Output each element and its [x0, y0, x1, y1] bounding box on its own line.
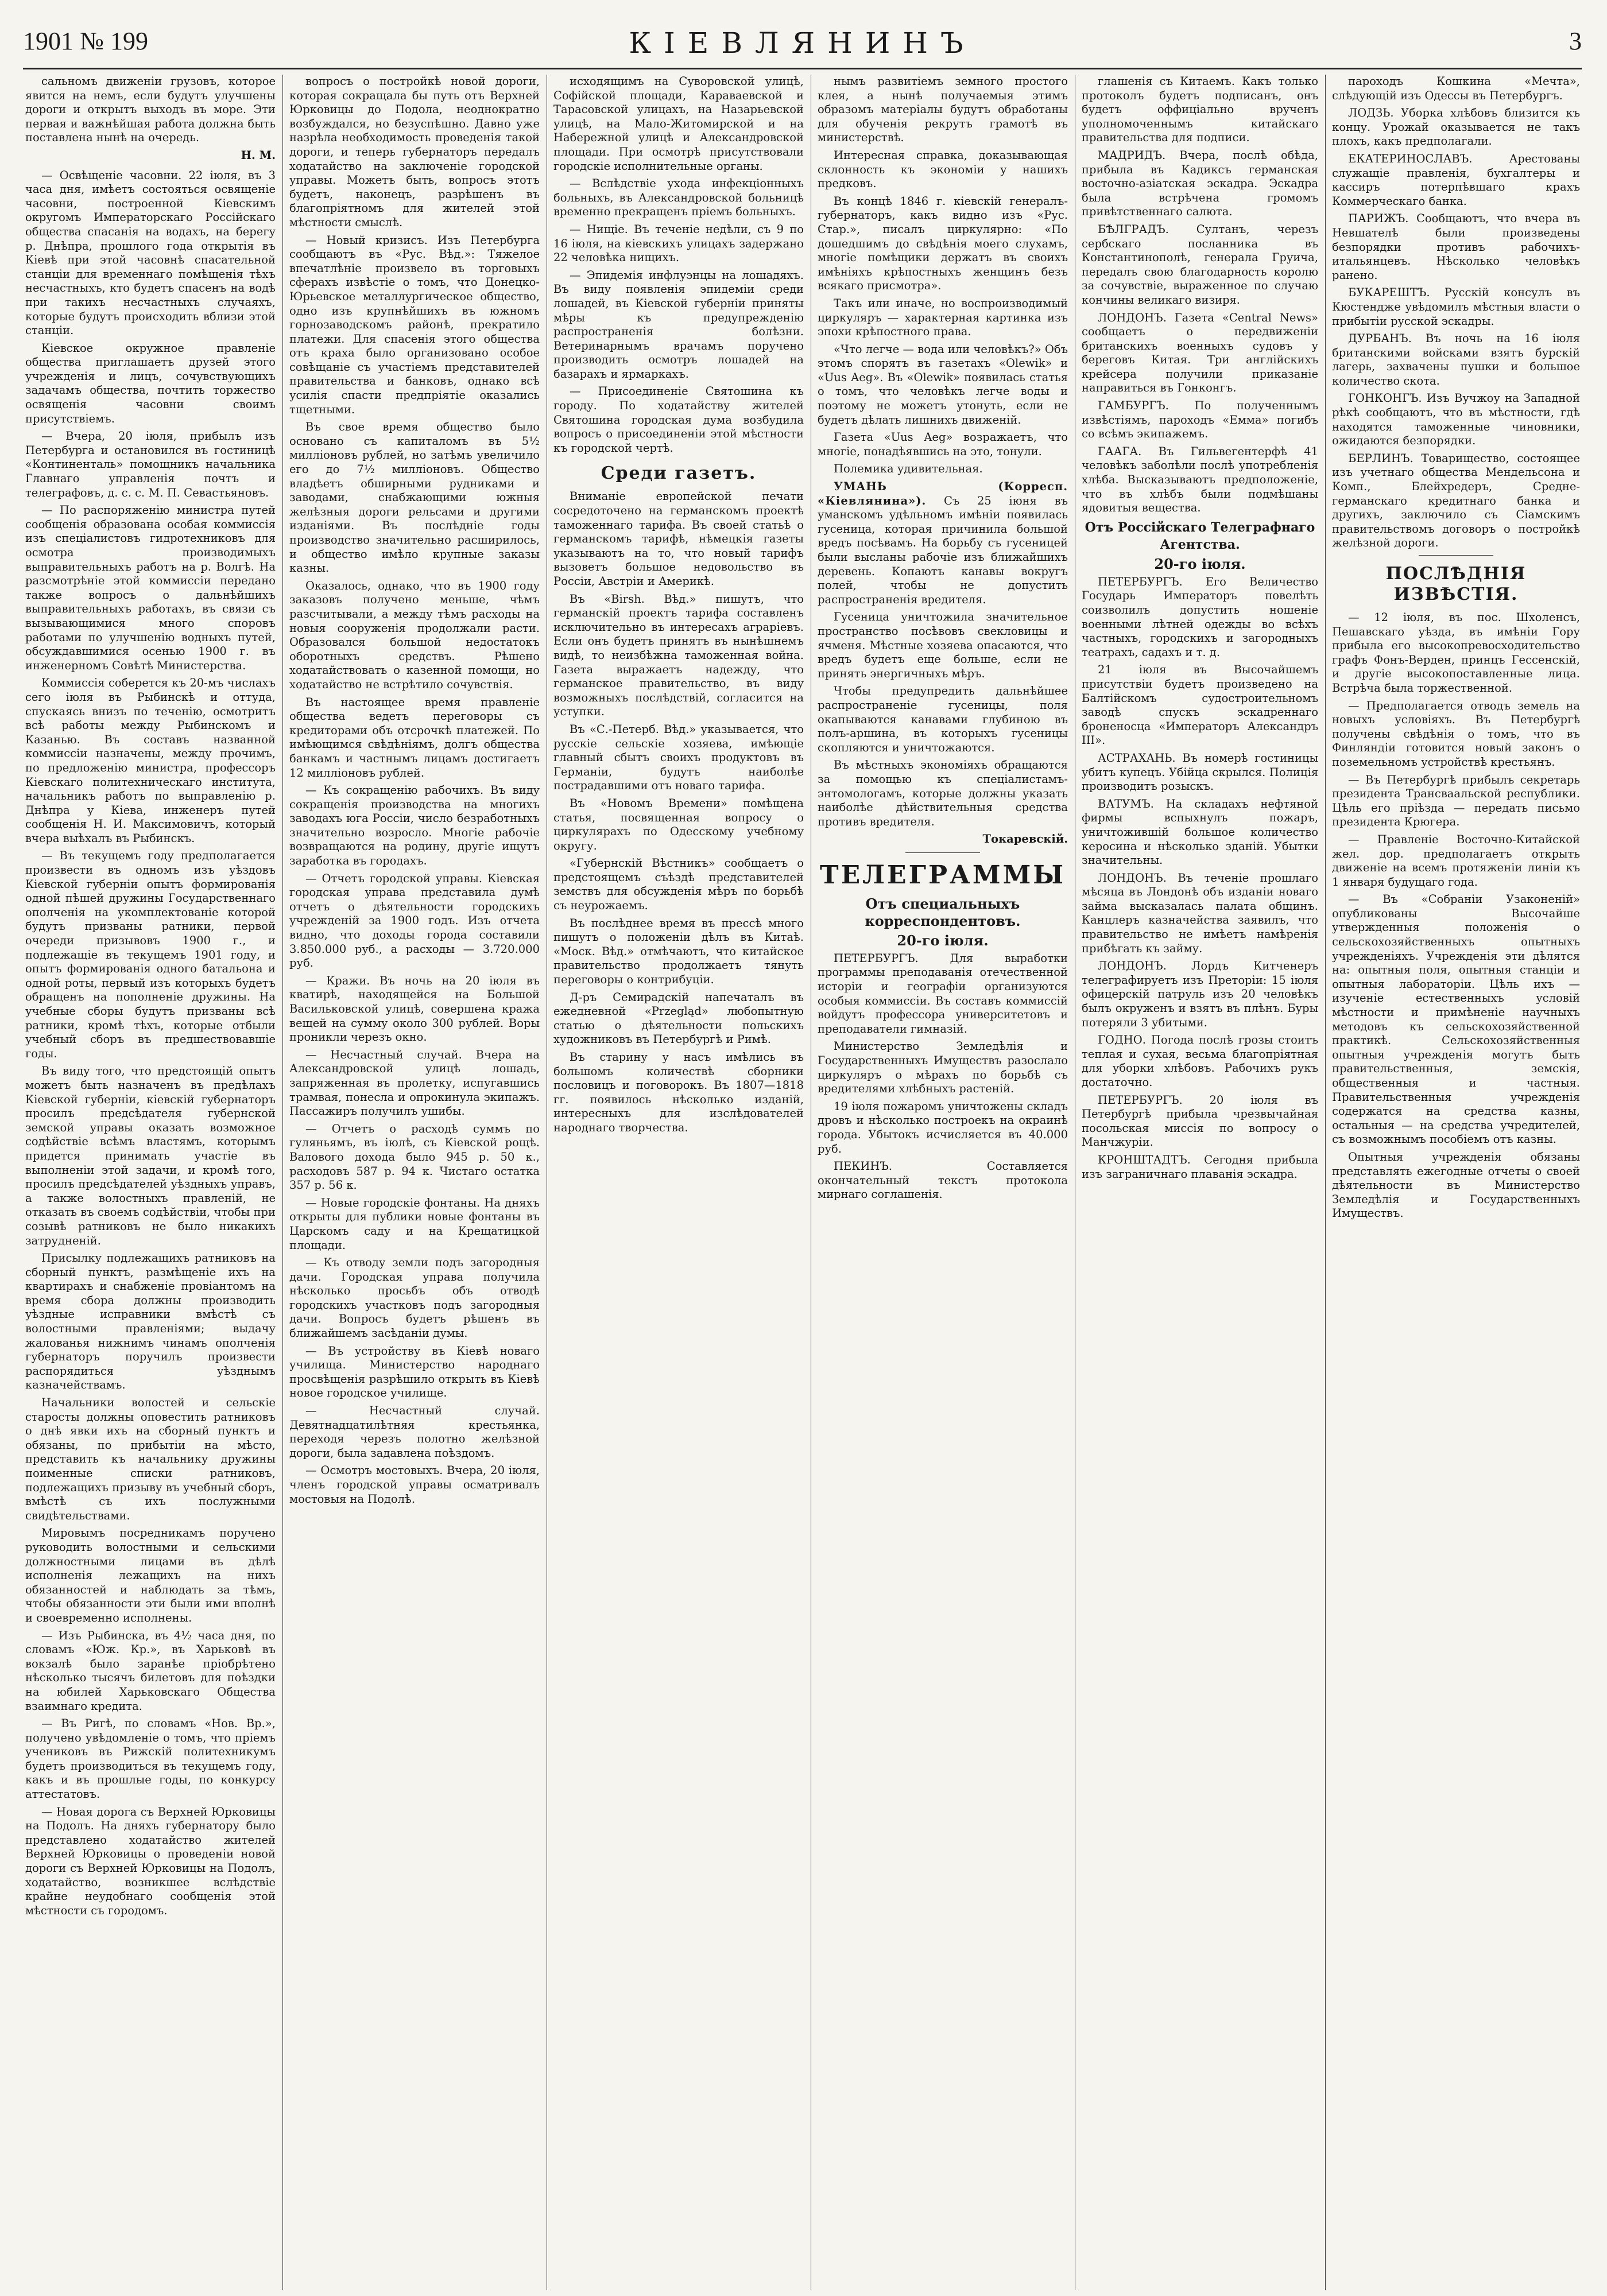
article-paragraph: ПЕКИНЪ. Составляется окончательный текстъ протокола мирнаго соглашенія. [818, 1159, 1068, 1201]
column-6 [1332, 75, 1580, 2290]
article-paragraph: 21 іюля въ Высочайшемъ присутствіи будетъ произведено на Балтійскомъ судостроительномъ заводѣ спускъ эскадреннаго броненосца «Императоръ Александръ III». [1082, 663, 1318, 747]
article-paragraph: — Къ отводу земли подъ загородныя дачи. Городская управа получила нѣсколько просьбъ объ отводѣ городскихъ участковъ подъ загородныя дачи. Вопросъ будетъ рѣшенъ въ ближайшемъ засѣданіи думы. [289, 1256, 540, 1340]
article-paragraph: 19 іюля пожаромъ уничтожены складъ дровъ и нѣсколько построекъ на окраинѣ города. Убытокъ исчисляется въ 40.000 руб. [818, 1099, 1068, 1155]
page-number: 3 [1569, 27, 1582, 55]
column-divider [1325, 75, 1326, 2290]
article-paragraph: Оказалось, однако, что въ 1900 году заказовъ получено меньше, чѣмъ разсчитывали, а между тѣмъ расходы на новыя сооруженія продолжали расти. Образовался большой недостатокъ оборотныхъ средствъ. Рѣшено ходатайствовать о казенной помощи, но ходатайство не встрѣтило сочувствія. [289, 579, 540, 691]
author-signature: Токаревскій. [982, 832, 1068, 846]
article-paragraph: ЛОНДОНЪ. Лордъ Китченеръ телеграфируетъ изъ Преторіи: 15 іюля офицерскій патруль изъ 20 человѣкъ былъ окруженъ и взятъ въ плѣнъ. Буры потеряли 3 убитыми. [1082, 959, 1318, 1029]
article-paragraph: Интересная справка, доказывающая склонность къ экономіи у нашихъ предковъ. [818, 148, 1068, 191]
article-paragraph: Опытныя учрежденія обязаны представлять ежегодные отчеты о своей дѣятельности въ Министерство Земледѣлія и Государственныхъ Имуществъ. [1332, 1150, 1580, 1220]
article-paragraph: — Несчастный случай. Девятнадцатилѣтняя крестьянка, переходя черезъ полотно желѣзной дороги, была задавлена поѣздомъ. [289, 1404, 540, 1460]
article-paragraph: — Въ устройству въ Кіевѣ новаго училища. Министерство народнаго просвѣщенія разрѣшило открыть въ Кіевѣ новое городское училище. [289, 1344, 540, 1400]
article-paragraph: сальномъ движеніи грузовъ, которое явится на немъ, если будутъ улучшены дороги и открытъ выходъ въ море. Эти первая и важнѣйшая работа должна быть поставлена нынѣ на очередь. [25, 75, 276, 145]
article-paragraph: — Кражи. Въ ночь на 20 іюля въ кватирѣ, находящейся на Большой Васильковской улицѣ, совершена кража вещей на сумму около 300 рублей. Воры проникли черезъ окно. [289, 974, 540, 1044]
article-paragraph: — Предполагается отводъ земель на новыхъ условіяхъ. Въ Петербургѣ получены свѣдѣнія о томъ, что въ Финляндіи готовится новый законъ о поземельномъ устройствѣ крестьянъ. [1332, 699, 1580, 769]
article-paragraph: исходящимъ на Суворовской улицѣ, Софійской площади, Караваевской и Тарасовской улицахъ, на Назарьевской улицѣ, на Мало-Житомирской и на Набережной улицѣ и Александровской площади. При осмотрѣ присутствовали городскіе исполнительные органы. [553, 75, 804, 173]
separator-rule [1419, 555, 1493, 556]
article-paragraph: — Новая дорога съ Верхней Юрковицы на Подолъ. На дняхъ губернатору было представлено ходатайство жителей Верхней Юрковицы о проведеніи новой дороги съ Верхней Юрковицы на Подолъ, ходатайство, возникшее вслѣдствіе крайне неудобнаго сообщенія этой мѣстности съ городомъ. [25, 1805, 276, 1917]
separator-rule [905, 852, 981, 853]
article-paragraph: — По распоряженію министра путей сообщенія образована особая коммиссія изъ спеціалистовъ гидротехниковъ для осмотра производимыхъ выправительныхъ работъ на р. Волгѣ. На разсмотрѣніе этой коммиссіи передано также вопросъ о дальнѣйшихъ выправительныхъ работахъ, въ связи съ вызывающимися много споровъ работами по улучшенію водныхъ путей, обсуждавшимися осенью 1900 г. въ инженерномъ Совѣтѣ Министерства. [25, 503, 276, 672]
article-paragraph: «Губернскій Вѣстникъ» сообщаетъ о предстоящемъ съѣздѣ представителей земствъ для обсужденія мѣръ по борьбѣ съ неурожаемъ. [553, 856, 804, 913]
article-paragraph: Въ «С.-Петерб. Вѣд.» указывается, что русскіе сельскіе хозяева, имѣющіе главный сбытъ своихъ продуктовъ въ Германіи, будутъ наиболѣе пострадавшими отъ новаго тарифа. [553, 722, 804, 793]
article-paragraph: ПЕТЕРБУРГЪ. Его Величество Государь Императоръ повелѣть соизволилъ допустить ношеніе военными лѣтней одежды во всѣхъ частныхъ, городскихъ и загородныхъ театрахъ, садахъ и т. д. [1082, 575, 1318, 659]
column-5 [1082, 75, 1318, 2290]
article-paragraph: Коммиссія соберется къ 20-мъ числахъ сего іюля въ Рыбинскѣ и оттуда, спускаясь внизъ по теченію, осмотритъ всѣ работы между Рыбинскомъ и Казанью. Въ составъ названной коммиссіи назначены, между прочимъ, по предложенію министра, профессоръ Кіевскаго политехническаго института, начальникъ работъ по выправленію р. Днѣпра у Кіева, инженеръ путей сообщенія Н. И. Максимовичъ, который вчера выѣхалъ въ Рыбинскъ. [25, 676, 276, 845]
article-paragraph: — Отчетъ о расходѣ суммъ по гуляньямъ, въ іюлѣ, съ Кіевской рощѣ. Валового дохода было 945 р. 50 к., расходовъ 587 р. 94 к. Чистаго остатка 357 р. 56 к. [289, 1122, 540, 1192]
article-paragraph: ГАМБУРГЪ. По полученнымъ извѣстіямъ, пароходъ «Емма» погибъ со всѣмъ экипажемъ. [1082, 399, 1318, 441]
article-paragraph: ЛОНДОНЪ. Газета «Central News» сообщаетъ о передвиженіи британскихъ военныхъ судовъ у береговъ Китая. Три англійскихъ крейсера получили приказаніе направиться въ Гонконгъ. [1082, 311, 1318, 395]
article-paragraph: ПЕТЕРБУРГЪ. 20 іюля въ Петербургѣ прибыла чрезвычайная посольская миссія по вопросу о Манчжуріи. [1082, 1093, 1318, 1149]
article-paragraph: ГОДНО. Погода послѣ грозы стоитъ теплая и сухая, весьма благопріятная для уборки хлѣбовъ. Рабочихъ рукъ достаточно. [1082, 1033, 1318, 1089]
article-paragraph: Присылку подлежащихъ ратниковъ на сборный пунктъ, размѣщеніе ихъ на квартирахъ и снабженіе провіантомъ на время сбора должны производить уѣздные исправники вмѣстѣ съ волостными правленіями; выдачу жалованья нижнимъ чинамъ ополченія губернаторъ поручилъ произвести распорядиться уѣзднымъ казначействамъ. [25, 1251, 276, 1392]
article-paragraph: ГААГА. Въ Гильвегентерфѣ 41 человѣкъ заболѣли послѣ употребленія хлѣба. Высказываютъ предположеніе, что въ хлѣбъ были подмѣшаны ядовитыя вещества. [1082, 444, 1318, 515]
article-paragraph: БЕРЛИНЪ. Товарищество, состоящее изъ учетнаго общества Мендельсона и Комп., Блейхредеръ, Средне-германскаго кредитнаго банка и другихъ, заключило съ Сіамскимъ правительствомъ договоръ о постройкѣ желѣзной дороги. [1332, 451, 1580, 550]
article-paragraph: — Присоединеніе Святошина къ городу. По ходатайству жителей Святошина городская дума возбудила вопросъ о присоединеніи этой мѣстности къ городской чертѣ. [553, 385, 804, 455]
issue-number: 1901 № 199 [23, 27, 148, 55]
article-paragraph: Чтобы предупредить дальнѣйшее распространеніе гусеницы, поля окапываются канавами глубиною въ полъ-аршина, въ которыхъ гусеницы скопляются и уничтожаются. [818, 684, 1068, 754]
article-paragraph: Въ «Birsh. Вѣд.» пишутъ, что германскій проектъ тарифа составленъ исключительно въ интересахъ аграріевъ. Если онъ будетъ принятъ въ нынѣшнемъ видѣ, то неизбѣжна таможенная война. Газета выражаетъ надежду, что германское правительство, въ виду возможныхъ послѣдствій, согласится на уступки. [553, 592, 804, 719]
dateline-paragraph [818, 480, 1068, 607]
article-paragraph: — Вчера, 20 іюля, прибылъ изъ Петербурга и остановился въ гостиницѣ «Континенталь» помощникъ начальника Главнаго управленія почтъ и телеграфовъ, д. с. с. М. П. Севастьяновъ. [25, 429, 276, 499]
telegrams-date: 20-го іюля. [897, 932, 989, 949]
article-paragraph: — 12 іюля, въ пос. Шхоленсъ, Пешавскаго уѣзда, въ имѣніи Гору прибыла его высокопревосходительство графъ Фонъ-Верден, принцъ Гессенскій, и другіе высокопоставленные лица. Встрѣча была торжественной. [1332, 611, 1580, 695]
article-paragraph: Вниманіе европейской печати сосредоточено на германскомъ проектѣ таможеннаго тарифа. Въ своей статьѣ о германскомъ тарифѣ, нѣмецкія газеты указываютъ на то, что новый тарифъ вызоветъ большое недовольство въ Россіи, Австріи и Америкѣ. [553, 490, 804, 588]
article-paragraph: — Въ текущемъ году предполагается произвести въ одномъ изъ уѣздовъ Кіевской губерніи опытъ формированія одной пѣшей дружины Государственнаго ополченія на укомплектованіе которой будутъ призваны ратники, первой очереди призывовъ 1900 г., и подлежащіе въ текущемъ 1901 году, и опытъ формированія одного батальона и одной роты, первый изъ которыхъ будетъ обращенъ на пополненіе дружины. На учебные сборы будутъ призваны всѣ ратники, кромѣ тѣхъ, которые отбыли учебный сборъ въ предшествовавшіе годы. [25, 849, 276, 1060]
article-paragraph: Д-ръ Семирадскій напечаталъ въ ежедневной «Przegląd» любопытную статью о дѣятельности польскихъ художниковъ въ Петербургѣ и Римѣ. [553, 990, 804, 1046]
article-paragraph: Въ мѣстныхъ экономіяхъ обращаются за помощью къ спеціалистамъ-энтомологамъ, которые должны указать наиболѣе дѣйствительныя средства противъ вредителя. [818, 758, 1068, 828]
article-paragraph: ДУРБАНЪ. Въ ночь на 16 іюля британскими войсками взятъ бурскій лагерь, захвачены пушки и большое количество скота. [1332, 332, 1580, 387]
article-paragraph: — Освѣщеніе часовни. 22 іюля, въ 3 часа дня, имѣетъ состояться освященіе часовни, построенной Кіевскимъ округомъ Императорскаго Россійскаго общества спасанія на водахъ, на берегу р. Днѣпра, прошлого года открытія въ Кіевѣ при этой часовнѣ спасательной станціи для временнаго помѣщенія тѣхъ несчастныхъ, кто будетъ спасенъ на водѣ при такихъ несчастныхъ случаяхъ, которые будутъ происходить вблизи этой станціи. [25, 168, 276, 338]
article-paragraph: Газета «Uus Aeg» возражаетъ, что многіе, понадѣявшись на это, тонули. [818, 430, 1068, 458]
article-paragraph: Въ виду того, что предстоящій опытъ можетъ быть назначенъ въ предѣлахъ Кіевской губерніи, кіевскій губернаторъ просилъ предсѣдателя губернской земской управы оказать возможное содѣйствіе всѣмъ властямъ, которымъ придется принимать участіе въ выполненіи этой задачи, и кромѣ того, просилъ предсѣдателей уѣздныхъ управъ, а также волостныхъ правленій, не отказать въ своемъ содѣйствіи, чтобы при созывѣ ратниковъ не было никакихъ затрудненій. [25, 1064, 276, 1247]
article-paragraph: Начальники волостей и сельскіе старосты должны оповестить ратниковъ о днѣ явки ихъ на сборный пунктъ и обязаны, по прибытіи на мѣсто, представить къ начальнику дружины поименные списки ратниковъ, подлежащихъ призыву въ учебный сборъ, вмѣстѣ съ ихъ послужными свидѣтельствами. [25, 1396, 276, 1522]
telegrams-heading: ТЕЛЕГРАММЫ [819, 860, 1066, 890]
article-paragraph: — Изъ Рыбинска, въ 4½ часа дня, по словамъ «Юж. Кр.», въ Харьковѣ въ вокзалѣ было заранѣе пріобрѣтено нѣсколько тысячъ билетовъ для поѣздки на юбилей Харьковскаго Общества взаимнаго кредита. [25, 1628, 276, 1713]
telegrams-subheading: Отъ специальныхъ корреспондентовъ. [865, 895, 1021, 929]
section-heading: Среди газетъ. [601, 463, 757, 484]
article-paragraph: — Отчетъ городской управы. Кіевская городская управа представила думѣ отчетъ о дѣятельности городскихъ учрежденій за 1900 годъ. Изъ отчета видно, что доходы города составили 3.850.000 руб., а расходы — 3.720.000 руб. [289, 871, 540, 970]
column-2 [289, 75, 540, 2290]
newspaper-title: КІЕВЛЯНИНЪ [629, 26, 976, 60]
article-paragraph: ПЕТЕРБУРГЪ. Для выработки программы преподаванія отечественной исторіи и географіи организуются особыя коммиссіи. Въ составъ коммиссій войдутъ профессора университетовъ и преподаватели гимназій. [818, 951, 1068, 1035]
article-paragraph: — Несчастный случай. Вчера на Александровской улицѣ лошадь, запряженная въ пролетку, испугавшись трамвая, понесла и опрокинула экипажъ. Пассажиръ получилъ ушибы. [289, 1048, 540, 1118]
article-paragraph: Въ концѣ 1846 г. кіевскій генералъ-губернаторъ, какъ видно изъ «Рус. Стар.», писалъ циркулярно: «По дошедшимъ до свѣдѣнія моего слухамъ, многіе помѣщики держатъ въ своихъ имѣніяхъ крѣпостныхъ женщинъ безъ всякаго присмотра». [818, 194, 1068, 293]
article-paragraph: КРОНШТАДТЪ. Сегодня прибыла изъ заграничнаго плаванія эскадра. [1082, 1153, 1318, 1181]
column-4 [818, 75, 1068, 2290]
article-paragraph: ЕКАТЕРИНОСЛАВЪ. Арестованы служащіе правленія, бухгалтеры и кассиръ потерпѣвшаго крахъ Коммерческаго банка. [1332, 152, 1580, 208]
agency-date: 20-го іюля. [1154, 555, 1246, 572]
article-paragraph: — Новый кризисъ. Изъ Петербурга сообщаютъ въ «Рус. Вѣд.»: Тяжелое впечатлѣніе произвело въ торговыхъ сферахъ извѣстіе о томъ, что Донецко-Юрьевское металлургическое общество, одно изъ крупнѣйшихъ въ южномъ горнозаводскомъ районѣ, прекратило платежи. Для спасенія этого общества отъ краха было организовано особое совѣщаніе съ участіемъ представителей правительства и банковъ, однако всѣ усилія спасти предпріятіе оказались тщетными. [289, 233, 540, 416]
article-paragraph: вопросъ о постройкѣ новой дороги, которая сокращала бы путь отъ Верхней Юрковицы до Подола, неоднократно возбуждался, но безуспѣшно. Давно уже назрѣла необходимость проведенія такой дороги, и теперь губернаторъ передалъ ходатайство на заключеніе городской управы. Можетъ быть, вопросъ этотъ будетъ, наконецъ, разрѣшенъ въ благопріятномъ для жителей этой мѣстности смыслѣ. [289, 75, 540, 229]
article-paragraph: — Эпидемія инфлуэнцы на лошадяхъ. Въ виду появленія эпидеміи среди лошадей, въ Кіевской губерніи приняты мѣры къ предупрежденію распространенія болѣзни. Ветеринарнымъ врачамъ поручено производить осмотръ лошадей на базарахъ и ярмаркахъ. [553, 268, 804, 381]
article-paragraph: Полемика удивительная. [834, 462, 983, 476]
article-paragraph: АСТРАХАНЬ. Въ номерѣ гостиницы убитъ купецъ. Убійца скрылся. Полиція производитъ розыскъ. [1082, 751, 1318, 793]
agency-heading: Отъ Россійскаго Телеграфнаго Агентства. [1085, 519, 1315, 552]
article-paragraph: МАДРИДЪ. Вчера, послѣ обѣда, прибыла въ Кадиксъ германская восточно-азіатская эскадра. Эскадра была встрѣчена громомъ привѣтственнаго салюта. [1082, 148, 1318, 219]
article-text: Съ 25 іюня въ уманскомъ удѣльномъ имѣніи появилась гусеница, которая причинила большой вредъ посѣвамъ. На борьбу съ гусеницей были высланы рабочіе изъ ближайшихъ деревень. Копаютъ канавы вокругъ полей, чтобы не допустить распространенія вредителя. [818, 494, 1068, 606]
article-paragraph: пароходъ Кошкина «Мечта», слѣдующій изъ Одессы въ Петербургъ. [1332, 75, 1580, 102]
article-paragraph: Такъ или иначе, но воспроизводимый циркуляръ — характерная картинка изъ эпохи крѣпостного права. [818, 296, 1068, 339]
masthead [23, 26, 1582, 67]
article-paragraph: Въ настоящее время правленіе общества ведетъ переговоры съ кредиторами объ отсрочкѣ платежей. По имѣющимся свѣдѣніямъ, долгъ общества банкамъ и частнымъ лицамъ достигаетъ 12 милліоновъ рублей. [289, 695, 540, 779]
column-3 [553, 75, 804, 2290]
article-paragraph: — Вслѣдствіе ухода инфекціонныхъ больныхъ, въ Александровской больницѣ временно прекращенъ пріемъ больныхъ. [553, 177, 804, 219]
article-paragraph: Въ свое время общество было основано съ капиталомъ въ 5½ милліоновъ рублей, но затѣмъ увеличило его до 7½ милліоновъ. Общество владѣетъ обширными рудниками и заводами, снабжающими южныя желѣзныя дороги рельсами и другими изданіями. Въ послѣдніе годы производство значительно расширилось, и общество имѣло крупные заказы казны. [289, 420, 540, 575]
article-paragraph: нымъ развитіемъ земного простого клея, а нынѣ получаемыя этимъ образомъ матеріалы будутъ обработаны для обученія рекрутъ грамотѣ въ министерствѣ. [818, 75, 1068, 145]
author-signature: Н. М. [241, 148, 276, 162]
column-1 [25, 75, 276, 2290]
article-paragraph: БУКАРЕШТЪ. Русскій консулъ въ Кюстендже увѣдомилъ мѣстныя власти о прибытіи русской эскадры. [1332, 286, 1580, 328]
article-paragraph: Въ послѣднее время въ прессѣ много пишутъ о положеніи дѣлъ въ Китаѣ. «Моск. Вѣд.» отмѣчаютъ, что китайское правительство продолжаетъ тянуть переговоры о контрибуціи. [553, 916, 804, 987]
article-paragraph: ЛОНДОНЪ. Въ теченіе прошлаго мѣсяца въ Лондонѣ объ изданіи новаго займа высказалась палата общинъ. Канцлеръ казначейства заявилъ, что правительство не имѣетъ намѣренія прибѣгать къ займу. [1082, 871, 1318, 955]
article-paragraph: ПАРИЖЪ. Сообщаютъ, что вчера въ Невшателѣ были произведены безпорядки противъ рабочихъ-итальянцевъ. Нѣсколько человѣкъ ранено. [1332, 212, 1580, 282]
column-divider [282, 75, 283, 2290]
article-paragraph: ГОНКОНГЪ. Изъ Вучжоу на Западной рѣкѣ сообщаютъ, что въ мѣстности, гдѣ находятся таможенные чиновники, ожидаются безпорядки. [1332, 391, 1580, 448]
article-paragraph: ЛОДЗЬ. Уборка хлѣбовъ близится къ концу. Урожай оказывается не такъ плохъ, какъ предполагали. [1332, 106, 1580, 148]
article-paragraph: Въ «Новомъ Времени» помѣщена статья, посвященная вопросу о циркулярахъ по Одесскому учебному округу. [553, 796, 804, 852]
dateline: УМАНЬ (Корресп. «Кіевлянина»). [818, 480, 1068, 507]
article-paragraph: Въ старину у насъ имѣлись въ большомъ количествѣ сборники пословицъ и поговорокъ. Въ 1807—1818 гг. появилось нѣсколько изданій, интересныхъ для изслѣдователей народнаго творчества. [553, 1050, 804, 1134]
article-paragraph: Гусеница уничтожила значительное пространство посѣвовъ свекловицы и ячменя. Мѣстные хозяева опасаются, что вредъ будетъ еще больше, если не принять энергичныхъ мѣръ. [818, 610, 1068, 680]
article-paragraph: Министерство Земледѣлія и Государственныхъ Имуществъ разослало циркуляръ о мѣрахъ по борьбѣ съ вредителями хлѣбныхъ растеній. [818, 1040, 1068, 1096]
article-paragraph: Мировымъ посредникамъ поручено руководить волостными и сельскими должностными лицами въ дѣлѣ исполненія лежащихъ на нихъ обязанностей и наблюдать за тѣмъ, чтобы обязанности эти были ими вполнѣ и своевременно исполнены. [25, 1526, 276, 1624]
article-paragraph: — Осмотръ мостовыхъ. Вчера, 20 іюля, членъ городской управы осматривалъ мостовыя на Подолѣ. [289, 1464, 540, 1506]
article-paragraph: ВАТУМЪ. На складахъ нефтяной фирмы вспыхнулъ пожаръ, уничтожившій большое количество керосина и нѣсколько зданій. Убытки значительны. [1082, 797, 1318, 867]
article-paragraph: Кіевское окружное правленіе общества приглашаетъ друзей этого учрежденія и лицъ, сочувствующихъ задачамъ общества, почтить торжество освященія часовни своимъ присутствіемъ. [25, 341, 276, 425]
article-paragraph: БѢЛГРАДЪ. Султанъ, черезъ сербскаго посланника въ Константинополѣ, генерала Груича, передалъ свою благодарность королю за сочувствіе, выраженное по случаю кончины великаго визиря. [1082, 222, 1318, 307]
article-paragraph: — Правленіе Восточно-Китайской жел. дор. предполагаетъ открыть движеніе на всемъ протяженіи линіи къ 1 января будущаго года. [1332, 832, 1580, 889]
article-paragraph: — Нищіе. Въ теченіе недѣли, съ 9 по 16 іюля, на кіевскихъ улицахъ задержано 22 человѣка нищихъ. [553, 222, 804, 265]
article-paragraph: — Новые городскіе фонтаны. На дняхъ открыты для публики новые фонтаны въ Царскомъ саду и на Крещатицкой площади. [289, 1196, 540, 1252]
article-paragraph: — Въ «Собраніи Узаконеній» опубликованы Высочайше утвержденныя положенія о сельскохозяйственныхъ опытныхъ учрежденіяхъ. Учрежденія эти дѣлятся на: опытныя поля, опытныя станціи и опытныя лабораторіи. Цѣль ихъ — изученіе естественныхъ условій мѣстности и примѣненіе научныхъ методовъ къ сельскохозяйственной практикѣ. Сельскохозяйственныя опытныя учрежденія могутъ быть правительственныя, земскія, общественныя и частныя. Правительственныя учрежденія содержатся на средства казны, остальныя — на средства учредителей, съ возможнымъ пособіемъ отъ казны. [1332, 893, 1580, 1146]
article-paragraph: — Въ Петербургѣ прибылъ секретарь президента Трансваальской республики. Цѣль его пріѣзда — передать письмо президента Крюгера. [1332, 773, 1580, 829]
latest-news-heading: ПОСЛѢДНІЯ ИЗВѢСТІЯ. [1385, 564, 1527, 604]
article-paragraph: — Къ сокращенію рабочихъ. Въ виду сокращенія производства на многихъ заводахъ юга Россіи, число безработныхъ значительно возросло. Многіе рабочіе возвращаются на родину, другіе ищутъ заработка въ городахъ. [289, 784, 540, 868]
article-paragraph: — Въ Ригѣ, по словамъ «Нов. Вр.», получено увѣдомленіе о томъ, что пріемъ учениковъ въ Рижскій политехникумъ будетъ производиться въ текущемъ году, какъ и въ прошлые годы, по конкурсу аттестатовъ. [25, 1717, 276, 1801]
article-paragraph: «Что легче — вода или человѣкъ?» Объ этомъ спорятъ въ газетахъ «Olewik» и «Uus Aeg». Въ «Olewik» появилась статья о томъ, что человѣкъ легче воды и поэтому не можетъ утонуть, если не будетъ дѣлать лишнихъ движеній. [818, 342, 1068, 426]
article-paragraph: глашенія съ Китаемъ. Какъ только протоколъ будетъ подписанъ, онъ будетъ оффиціально врученъ уполномоченнымъ китайскаго правительства для подписи. [1082, 75, 1318, 145]
header-rule [23, 68, 1582, 69]
